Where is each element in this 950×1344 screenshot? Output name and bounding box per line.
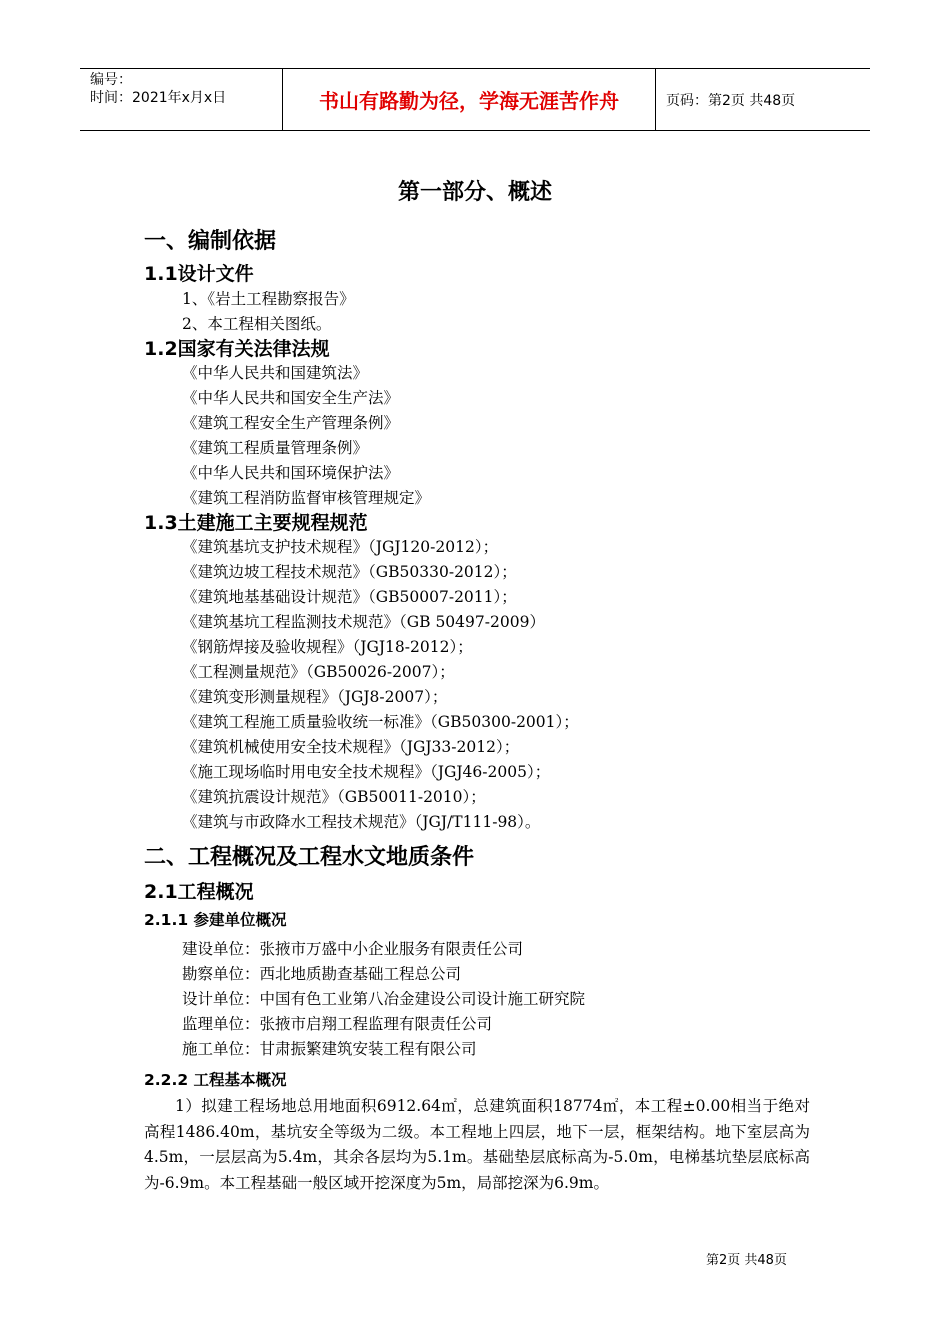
header-motto: 书山有路勤为径，学海无涯苦作舟 xyxy=(282,69,656,130)
list-item: 《建筑与市政降水工程技术规范》（JGJ/T111-98）。 xyxy=(182,813,541,831)
header-meta xyxy=(80,69,282,130)
list-item: 《施工现场临时用电安全技术规程》（JGJ46-2005）； xyxy=(182,763,551,781)
header-page-label: 页码：第2页 共48页 xyxy=(666,92,796,109)
list-item: 《中华人民共和国安全生产法》 xyxy=(182,389,400,407)
section-2-1-1-heading: 2.1.1 参建单位概况 xyxy=(144,911,287,929)
list-item: 建设单位：张掖市万盛中小企业服务有限责任公司 xyxy=(182,940,524,958)
list-item: 2、本工程相关图纸。 xyxy=(182,315,332,333)
list-item: 《建筑工程安全生产管理条例》 xyxy=(182,414,400,432)
list-item: 《建筑机械使用安全技术规程》（JGJ33-2012）； xyxy=(182,738,520,756)
list-item: 《建筑边坡工程技术规范》（GB50330-2012）； xyxy=(182,563,517,581)
body-paragraph: 1）拟建工程场地总用地面积6912.64㎡，总建筑面积18774㎡，本工程±0.00相当于绝对高程1486.40m，基坑安全等级为二级。本工程地上四层，地下一层，框架结构。地下室层高为4.5m，一层层高为5.4m，其余各层均为5.1m。基础垫层底标高为-5.0m，电梯基坑垫层底标高为-6.9m。本工程基础一般区域开挖深度为5m，局部挖深为6.9m。 xyxy=(144,1097,810,1192)
list-item: 《建筑抗震设计规范》（GB50011-2010）； xyxy=(182,788,486,806)
list-item: 《钢筋焊接及验收规程》（JGJ18-2012）； xyxy=(182,638,473,656)
section-1-1-heading: 1.1设计文件 xyxy=(144,263,254,285)
list-item: 设计单位：中国有色工业第八冶金建设公司设计施工研究院 xyxy=(182,990,586,1008)
list-item: 《工程测量规范》（GB50026-2007）； xyxy=(182,663,455,681)
list-item: 勘察单位：西北地质勘查基础工程总公司 xyxy=(182,965,462,983)
list-item: 《建筑地基基础设计规范》（GB50007-2011）； xyxy=(182,588,517,606)
doc-number-label: 编号： xyxy=(90,72,132,88)
list-item: 《中华人民共和国环境保护法》 xyxy=(182,464,400,482)
list-item: 1、《岩土工程勘察报告》 xyxy=(182,290,355,308)
page-footer: 第2页 共48页 xyxy=(706,1253,787,1268)
page-header xyxy=(80,68,870,131)
list-item: 施工单位：甘肃振繁建筑安装工程有限公司 xyxy=(182,1040,477,1058)
list-item: 《建筑变形测量规程》（JGJ8-2007）； xyxy=(182,688,448,706)
list-item: 《建筑基坑工程监测技术规范》（GB 50497-2009） xyxy=(182,613,545,631)
section-1-2-heading: 1.2国家有关法律法规 xyxy=(144,338,330,360)
part-title: 第一部分、概述 xyxy=(397,180,552,205)
section-2-2-2-heading: 2.2.2 工程基本概况 xyxy=(144,1071,287,1089)
section-2-1-heading: 2.1工程概况 xyxy=(144,881,254,903)
list-item: 《建筑工程消防监督审核管理规定》 xyxy=(182,489,431,507)
list-item: 《建筑基坑支护技术规程》（JGJ120-2012）； xyxy=(182,538,499,556)
list-item: 《建筑工程施工质量验收统一标准》（GB50300-2001）； xyxy=(182,713,579,731)
section-1-heading: 一、编制依据 xyxy=(144,229,277,254)
section-1-3-heading: 1.3土建施工主要规程规范 xyxy=(144,512,368,534)
list-item: 《中华人民共和国建筑法》 xyxy=(182,364,369,382)
doc-time-label: 时间：2021年x月x日 xyxy=(90,90,227,106)
list-item: 《建筑工程质量管理条例》 xyxy=(182,439,369,457)
list-item: 监理单位：张掖市启翔工程监理有限责任公司 xyxy=(182,1015,493,1033)
section-2-heading: 二、工程概况及工程水文地质条件 xyxy=(144,845,475,870)
